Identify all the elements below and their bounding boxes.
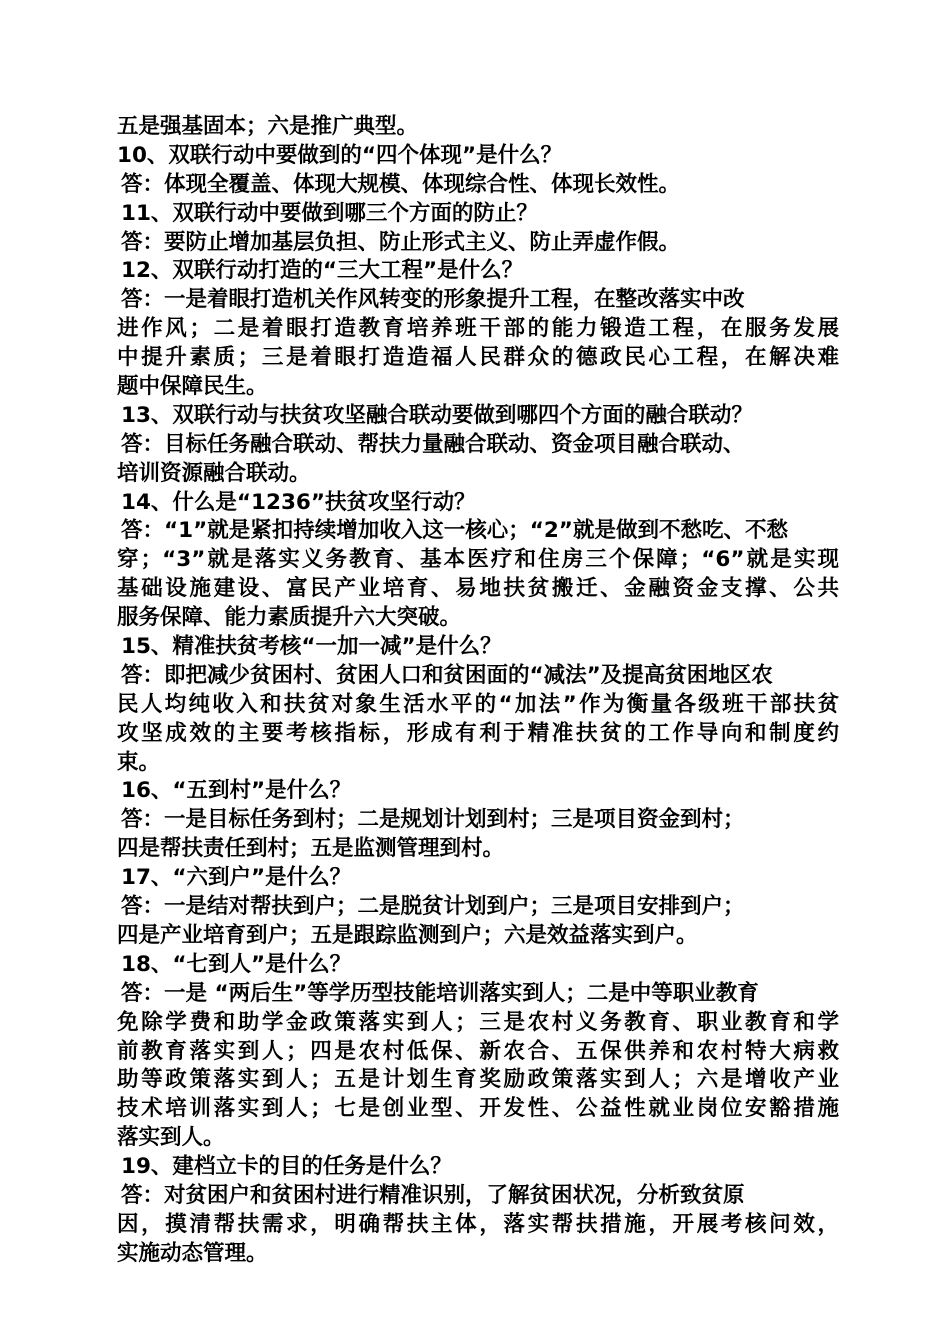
answer-line: 落实到人。 xyxy=(117,1125,225,1151)
question-line: 12、双联行动打造的“三大工程”是什么？ xyxy=(121,258,524,284)
answer-line: 基础设施建设、富民产业培育、易地扶贫搬迁、金融资金支撑、公共 xyxy=(117,576,839,602)
answer-line: 中提升素质；三是着眼打造造福人民群众的德政民心工程，在解决难 xyxy=(117,345,839,371)
answer-line: 答：一是着眼打造机关作风转变的形象提升工程，在整改落实中改 xyxy=(121,287,745,313)
answer-line: 束。 xyxy=(117,749,161,775)
question-line: 19、建档立卡的目的任务是什么？ xyxy=(121,1154,452,1180)
answer-line: 进作风；二是着眼打造教育培养班干部的能力锻造工程，在服务发展 xyxy=(117,316,839,342)
answer-line: 答：一是 “两后生”等学历型技能培训落实到人；二是中等职业教育 xyxy=(121,980,759,1006)
answer-line: 因，摸清帮扶需求，明确帮扶主体，落实帮扶措施，开展考核问效， xyxy=(117,1211,839,1237)
answer-line: 答：即把减少贫困村、贫困人口和贫困面的“减法”及提高贫困地区农 xyxy=(121,662,773,688)
question-line: 10、双联行动中要做到的“四个体现”是什么？ xyxy=(117,142,563,168)
answer-line: 民人均纯收入和扶贫对象生活水平的“加法”作为衡量各级班干部扶贫 xyxy=(117,691,839,717)
answer-line: 答：一是目标任务到村；二是规划计划到村；三是项目资金到村； xyxy=(121,807,745,833)
answer-line: 免除学费和助学金政策落实到人；三是农村义务教育、职业教育和学 xyxy=(117,1009,839,1035)
question-line: 17、“六到户”是什么？ xyxy=(121,865,352,891)
answer-line: 五是强基固本；六是推广典型。 xyxy=(117,114,419,139)
answer-line: 答：“1”就是紧扣持续增加收入这一核心；“2”就是做到不愁吃、不愁 xyxy=(121,518,788,544)
answer-line: 答：一是结对帮扶到户；二是脱贫计划到户；三是项目安排到户； xyxy=(121,894,745,920)
question-line: 16、“五到村”是什么？ xyxy=(121,778,352,804)
answer-line: 四是产业培育到户；五是跟踪监测到户；六是效益落实到户。 xyxy=(117,922,698,948)
answer-line: 四是帮扶责任到村；五是监测管理到村。 xyxy=(117,836,505,862)
answer-line: 技术培训落实到人；七是创业型、开发性、公益性就业岗位安豁措施 xyxy=(117,1096,839,1122)
answer-line: 培训资源融合联动。 xyxy=(117,460,311,486)
question-line: 14、什么是“1236”扶贫攻坚行动？ xyxy=(121,489,476,515)
answer-line: 答：要防止增加基层负担、防止形式主义、防止弄虚作假。 xyxy=(121,229,681,255)
answer-line: 助等政策落实到人；五是计划生育奖励政策落实到人；六是增收产业 xyxy=(117,1067,839,1093)
question-line: 15、精准扶贫考核“一加一减”是什么？ xyxy=(121,634,502,660)
question-line: 11、双联行动中要做到哪三个方面的防止？ xyxy=(121,200,538,226)
document-page xyxy=(117,113,839,1269)
answer-line: 答：体现全覆盖、体现大规模、体现综合性、体现长效性。 xyxy=(121,171,681,197)
answer-line: 前教育落实到人；四是农村低保、新农合、五保供养和农村特大病救 xyxy=(117,1038,839,1064)
answer-line: 穿；“3”就是落实义务教育、基本医疗和住房三个保障；“6”就是实现 xyxy=(117,547,839,573)
answer-line: 服务保障、能力素质提升六大突破。 xyxy=(117,605,462,631)
question-line: 18、“七到人”是什么？ xyxy=(121,951,352,977)
answer-line: 答：对贫困户和贫困村进行精准识别，了解贫困状况，分析致贫原 xyxy=(121,1182,745,1208)
answer-line: 题中保障民生。 xyxy=(117,374,268,400)
question-line: 13、双联行动与扶贫攻坚融合联动要做到哪四个方面的融合联动？ xyxy=(121,402,753,428)
answer-line: 实施动态管理。 xyxy=(117,1240,268,1266)
answer-line: 答：目标任务融合联动、帮扶力量融合联动、资金项目融合联动、 xyxy=(121,431,745,457)
answer-line: 攻坚成效的主要考核指标，形成有利于精准扶贫的工作导向和制度约 xyxy=(117,720,839,746)
